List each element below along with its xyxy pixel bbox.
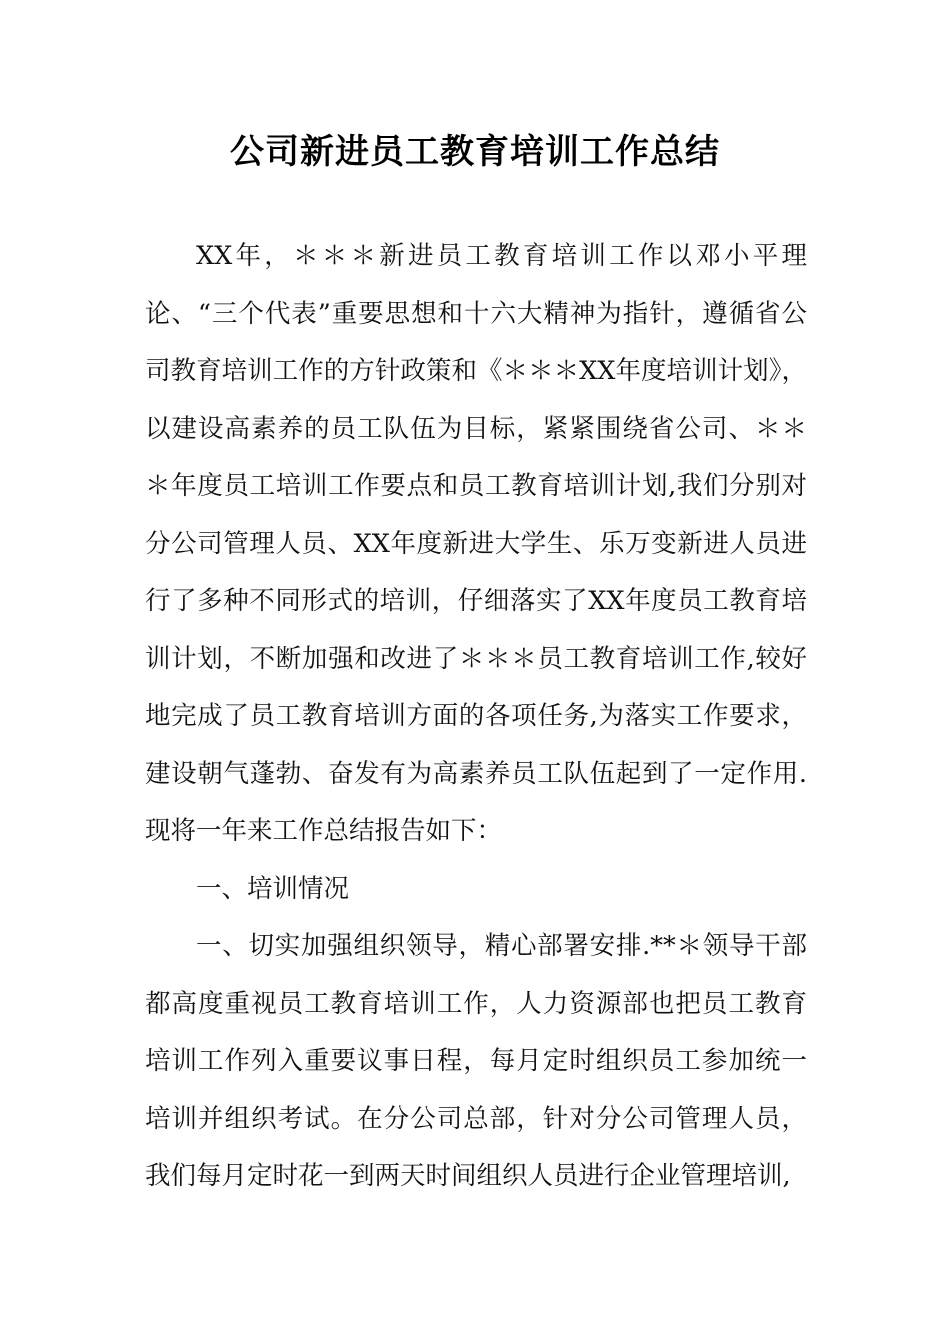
section-heading: 一、培训情况 (196, 873, 350, 904)
paragraph-intro: XX年，＊＊＊新进员工教育培训工作以邓小平理论、“三个代表”重要思想和十六大精神为指针，遵循省公司教育培训工作的方针政策和《＊＊＊XX年度培训计划》，以建设高素养的员工队伍为目标，紧紧围绕省公司、＊＊＊年度员工培训工作要点和员工教育培训计划,我们分别对分公司管理人员、XX年度新进大学生、乐万变新进人员进行了多种不同形式的培训，仔细落实了XX年度员工教育培训计划，不断加强和改进了＊＊＊员工教育培训工作,较好地完成了员工教育培训方面的各项任务,为落实工作要求，建设朝气蓬勃、奋发有为高素养员工队伍起到了一定作用.现将一年来工作总结报告如下： (145, 241, 807, 846)
document-body (145, 228, 807, 1206)
document-title: 公司新进员工教育培训工作总结 (230, 132, 720, 172)
paragraph-section-one: 一、切实加强组织领导，精心部署安排.**＊领导干部都高度重视员工教育培训工作，人力资源部也把员工教育培训工作列入重要议事日程，每月定时组织员工参加统一培训并组织考试。在分公司总部，针对分公司管理人员，我们每月定时花一到两天时间组织人员进行企业管理培训, (145, 931, 807, 1191)
